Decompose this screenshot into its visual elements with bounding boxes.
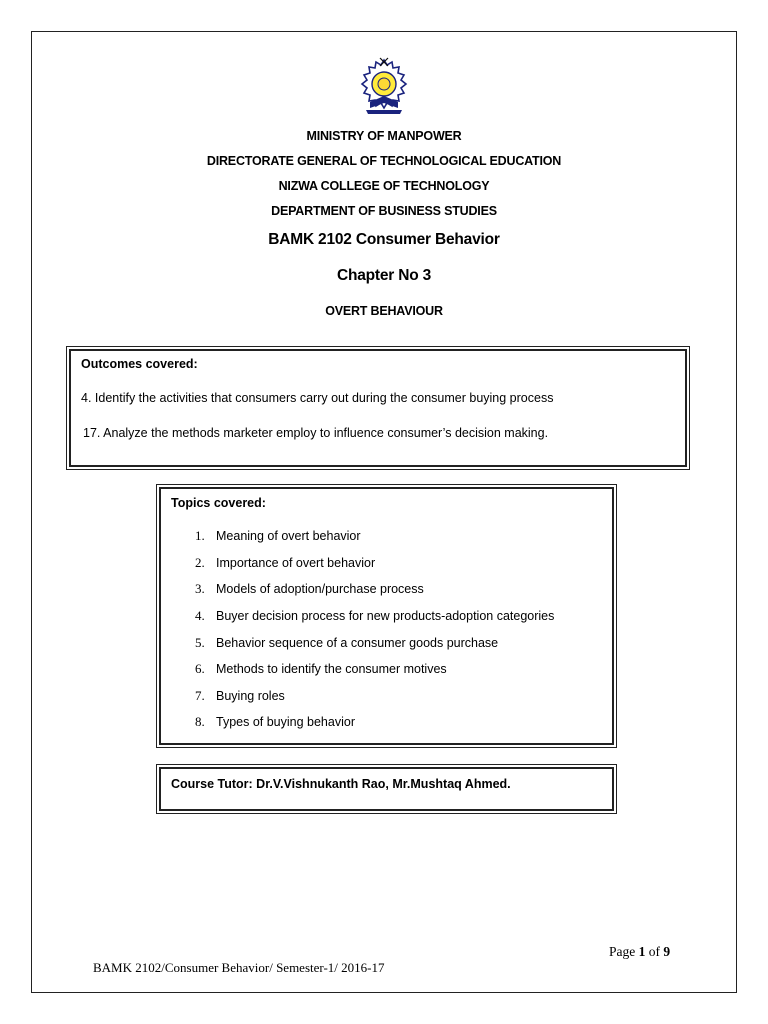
ministry-heading: MINISTRY OF MANPOWER (306, 129, 462, 143)
chapter-topic: OVERT BEHAVIOUR (325, 304, 443, 318)
topics-box (156, 484, 617, 748)
footer-course-info: BAMK 2102/Consumer Behavior/ Semester-1/ 2016-17 (93, 960, 385, 975)
outcomes-title: Outcomes covered: (81, 357, 198, 371)
topic-item: Models of adoption/purchase process (216, 582, 424, 596)
college-heading: NIZWA COLLEGE OF TECHNOLOGY (278, 179, 490, 193)
topic-item: Buying roles (216, 689, 285, 703)
page-total: 9 (663, 944, 671, 959)
topic-item: Behavior sequence of a consumer goods purchase (216, 636, 499, 650)
department-heading: DEPARTMENT OF BUSINESS STUDIES (271, 204, 497, 218)
outcomes-box (66, 346, 690, 470)
topic-item: Methods to identify the consumer motives (216, 662, 447, 676)
topic-item: Types of buying behavior (216, 715, 355, 729)
page-number (609, 944, 670, 960)
page-prefix: Page (609, 944, 639, 959)
outcome-item: 17. Analyze the methods marketer employ to influence consumer’s decision making. (83, 426, 549, 440)
topic-number: 4. (195, 608, 205, 623)
topic-item: Importance of overt behavior (216, 556, 376, 570)
page-current: 1 (638, 944, 646, 959)
topic-number: 6. (195, 661, 205, 676)
outcome-item: 4. Identify the activities that consumers carry out during the consumer buying process (81, 391, 554, 405)
course-title: BAMK 2102 Consumer Behavior (268, 231, 500, 248)
topic-number: 5. (195, 635, 205, 650)
topic-number: 7. (195, 688, 205, 703)
topic-number: 1. (195, 528, 205, 543)
page-of: of (645, 944, 664, 959)
topic-number: 2. (195, 555, 205, 570)
topic-number: 3. (195, 581, 205, 596)
tutor-box (156, 764, 617, 814)
chapter-title: Chapter No 3 (336, 267, 432, 284)
topic-item: Buyer decision process for new products-adoption categories (216, 609, 555, 623)
topic-item: Meaning of overt behavior (216, 529, 361, 543)
college-logo (356, 56, 412, 118)
course-tutor: Course Tutor: Dr.V.Vishnukanth Rao, Mr.Mushtaq Ahmed. (171, 777, 511, 791)
topics-title: Topics covered: (171, 496, 266, 510)
topic-number: 8. (195, 714, 205, 729)
directorate-heading: DIRECTORATE GENERAL OF TECHNOLOGICAL EDUCATION (206, 154, 562, 168)
